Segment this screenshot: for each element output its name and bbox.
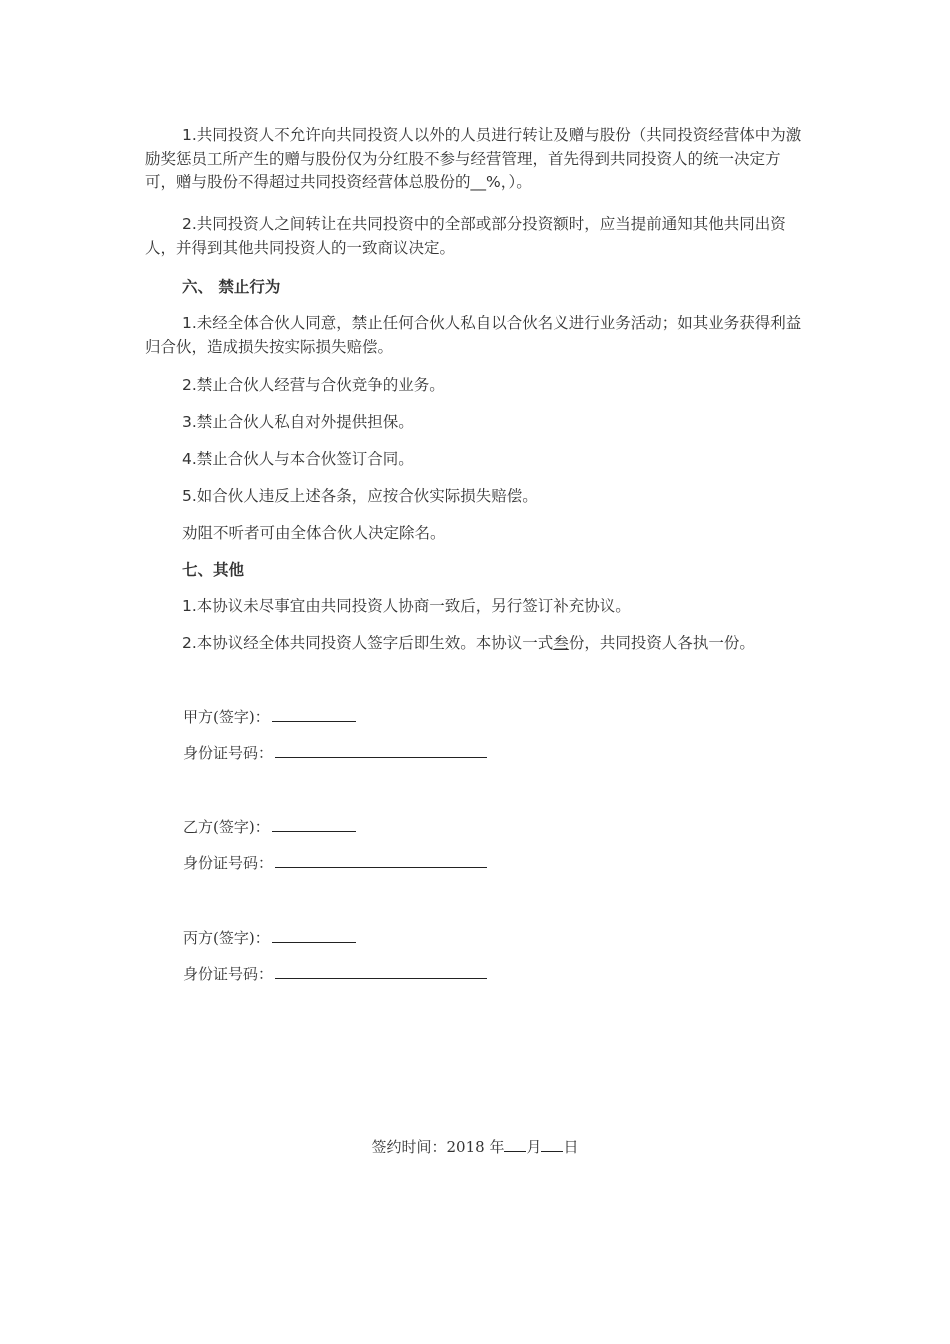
copy-count: 叁 bbox=[553, 634, 569, 652]
party-a-signature bbox=[183, 706, 356, 730]
month-label: 月 bbox=[526, 1138, 542, 1156]
other-item-2-text: 2.本协议经全体共同投资人签字后即生效。本协议一式 bbox=[182, 634, 554, 652]
day-blank bbox=[541, 1150, 563, 1152]
other-item-1: 1.本协议未尽事宜由共同投资人协商一致后，另行签订补充协议。 bbox=[182, 597, 631, 615]
signing-date-prefix: 签约时间：2018 年 bbox=[371, 1138, 505, 1156]
transfer-clause-2: 2.共同投资人之间转让在共同投资中的全部或部分投资额时，应当提前通知其他共同出资人，并得到其他共同投资人的一致商议决定。 bbox=[145, 215, 786, 257]
party-a-label: 甲方(签字)： bbox=[183, 708, 270, 726]
party-c-signature bbox=[183, 927, 356, 951]
prohibition-item-1: 1.未经全体合伙人同意，禁止任何合伙人私自以合伙名义进行业务活动；如其业务获得利益归合伙，造成损失按实际损失赔偿。 bbox=[145, 314, 802, 356]
party-a-id-label: 身份证号码： bbox=[183, 744, 274, 762]
prohibition-item-3: 3.禁止合伙人私自对外提供担保。 bbox=[182, 413, 414, 431]
prohibition-item-4: 4.禁止合伙人与本合伙签订合同。 bbox=[182, 450, 414, 468]
day-label: 日 bbox=[563, 1138, 579, 1156]
signing-date bbox=[0, 1136, 950, 1157]
prohibition-item-2: 2.禁止合伙人经营与合伙竞争的业务。 bbox=[182, 376, 445, 394]
party-b-signature bbox=[183, 816, 356, 840]
party-c-label: 丙方(签字)： bbox=[183, 929, 270, 947]
other-item-2-tail: 份，共同投资人各执一份。 bbox=[568, 634, 755, 652]
section-heading-prohibited: 六、 禁止行为 bbox=[182, 278, 281, 296]
party-c-id-blank bbox=[275, 977, 487, 979]
party-a-id bbox=[183, 742, 487, 766]
other-item-2 bbox=[182, 632, 755, 656]
party-a-id-blank bbox=[275, 756, 487, 758]
party-a-signature-blank bbox=[272, 720, 356, 722]
month-blank bbox=[504, 1150, 526, 1152]
party-c-id-label: 身份证号码： bbox=[183, 965, 274, 983]
party-b-id bbox=[183, 852, 487, 876]
party-c-signature-blank bbox=[272, 941, 356, 943]
party-b-id-label: 身份证号码： bbox=[183, 854, 274, 872]
expulsion-note: 劝阻不听者可由全体合伙人决定除名。 bbox=[182, 524, 446, 542]
party-b-label: 乙方(签字)： bbox=[183, 818, 270, 836]
party-b-signature-blank bbox=[272, 830, 356, 832]
prohibition-item-5: 5.如合伙人违反上述各条，应按合伙实际损失赔偿。 bbox=[182, 487, 538, 505]
section-heading-other: 七、其他 bbox=[182, 561, 245, 579]
party-b-id-blank bbox=[275, 866, 487, 868]
party-c-id bbox=[183, 963, 487, 987]
transfer-clause-1: 1.共同投资人不允许向共同投资人以外的人员进行转让及赠与股份（共同投资经营体中为激励奖惩员工所产生的赠与股份仅为分红股不参与经营管理，首先得到共同投资人的统一决定方可，赠与股份不得超过共同投资经营体总股份的__%，）。 bbox=[145, 126, 802, 191]
